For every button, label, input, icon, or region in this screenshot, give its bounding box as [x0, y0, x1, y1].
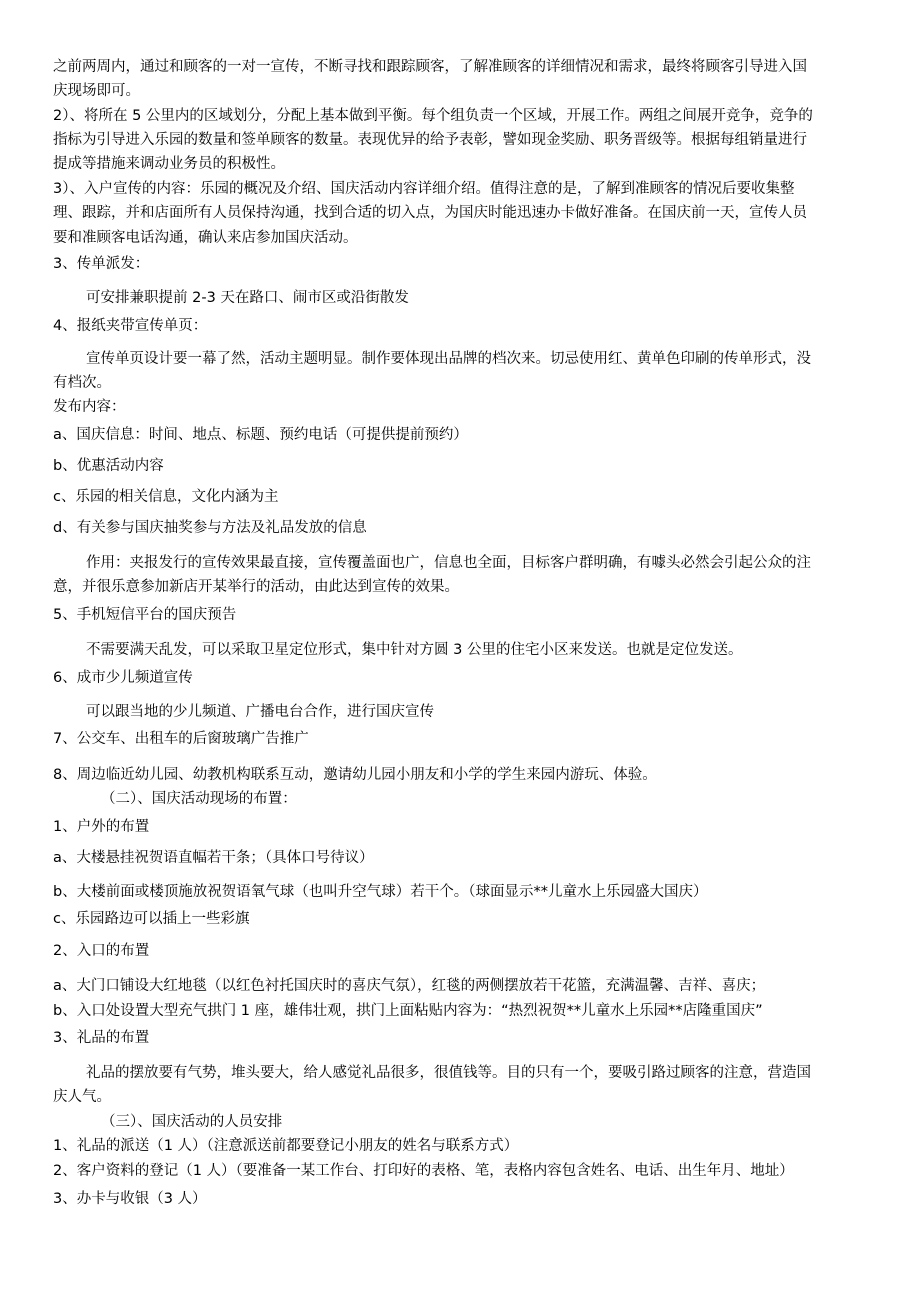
text-line: 理、跟踪，并和店面所有人员保持沟通，找到合适的切入点，为国庆时能迅速办卡做好准备。在国庆前一天，宣传人员 [53, 205, 807, 221]
list-item: b、大楼前面或楼顶施放祝贺语氧气球（也叫升空气球）若干个。（球面显示**儿童水上乐园盛大国庆） [53, 884, 708, 900]
list-item: b、入口处设置大型充气拱门 1 座，雄伟壮观，拱门上面粘贴内容为：“热烈祝贺**儿童水上乐园**店隆重国庆” [53, 1003, 763, 1019]
text-line: 意，并很乐意参加新店开某举行的活动，由此达到宣传的效果。 [53, 579, 459, 595]
section-heading: 3、礼品的布置 [53, 1030, 150, 1046]
list-item: c、乐园的相关信息，文化内涵为主 [53, 489, 279, 505]
text-line: 之前两周内，通过和顾客的一对一宣传，不断寻找和跟踪顾客，了解准顾客的详细情况和需求，最终将顾客引导进入国 [53, 59, 807, 75]
list-item: a、大楼悬挂祝贺语直幅若干条；（具体口号待议） [53, 850, 374, 866]
list-item: b、优惠活动内容 [53, 458, 164, 474]
list-item: 3、办卡与收银（3 人） [53, 1191, 207, 1207]
paragraph: 宣传单页设计要一幕了然，活动主题明显。制作要体现出品牌的档次来。切忌使用红、黄单色印刷的传单形式，没 [86, 351, 811, 367]
section-heading: 2、入口的布置 [53, 943, 150, 959]
text-line: 庆人气。 [53, 1089, 111, 1105]
text-line: 指标为引导进入乐园的数量和签单顾客的数量。表现优异的给予表彰，譬如现金奖励、职务晋级等。根据每组销量进行 [53, 132, 807, 148]
section-heading: 1、户外的布置 [53, 819, 150, 835]
text-line: 有档次。 [53, 375, 111, 391]
paragraph: 可安排兼职提前 2-3 天在路口、闹市区或沿街散发 [86, 290, 409, 306]
text-line: 3）、入户宣传的内容：乐园的概况及介绍、国庆活动内容详细介绍。值得注意的是，了解到准顾客的情况后要收集整 [53, 181, 795, 197]
section-heading: 3、传单派发： [53, 256, 150, 272]
text-line: 庆现场即可。 [53, 83, 140, 99]
text-line: 提成等措施来调动业务员的积极性。 [53, 156, 285, 172]
section-heading: 8、周边临近幼儿园、幼教机构联系互动，邀请幼儿园小朋友和小学的学生来园内游玩、体验。 [53, 767, 657, 783]
paragraph: 礼品的摆放要有气势，堆头要大，给人感觉礼品很多，很值钱等。目的只有一个，要吸引路过顾客的注意，营造国 [86, 1065, 811, 1081]
paragraph: 不需要满天乱发，可以采取卫星定位形式，集中针对方圆 3 公里的住宅小区来发送。也就是定位发送。 [86, 642, 743, 658]
text-line: 2）、将所在 5 公里内的区域划分，分配上基本做到平衡。每个组负责一个区域，开展工作。两组之间展开竞争，竞争的 [53, 108, 813, 124]
subsection-heading: （三）、国庆活动的人员安排 [101, 1114, 283, 1130]
subsection-heading: （二）、国庆活动现场的布置： [101, 791, 297, 807]
list-item: a、大门口铺设大红地毯（以红色衬托国庆时的喜庆气氛），红毯的两侧摆放若干花篮，充满温馨、吉祥、喜庆； [53, 978, 766, 994]
paragraph: 作用：夹报发行的宣传效果最直接，宣传覆盖面也广，信息也全面，目标客户群明确，有噱头必然会引起公众的注 [86, 555, 811, 571]
section-heading: 7、公交车、出租车的后窗玻璃广告推广 [53, 731, 309, 747]
section-heading: 4、报纸夹带宣传单页： [53, 318, 208, 334]
paragraph: 可以跟当地的少儿频道、广播电台合作，进行国庆宣传 [86, 704, 434, 720]
section-heading: 6、成市少儿频道宣传 [53, 670, 193, 686]
list-item: d、有关参与国庆抽奖参与方法及礼品发放的信息 [53, 520, 367, 536]
text-line: 发布内容： [53, 399, 126, 415]
text-line: 要和准顾客电话沟通，确认来店参加国庆活动。 [53, 230, 358, 246]
list-item: 2、客户资料的登记（1 人）（要准备一某工作台、打印好的表格、笔，表格内容包含姓名、电话、出生年月、地址） [53, 1163, 794, 1179]
list-item: 1、礼品的派送（1 人）（注意派送前都要登记小朋友的姓名与联系方式） [53, 1138, 519, 1154]
list-item: a、国庆信息：时间、地点、标题、预约电话（可提供提前预约） [53, 427, 468, 443]
section-heading: 5、手机短信平台的国庆预告 [53, 607, 237, 623]
list-item: c、乐园路边可以插上一些彩旗 [53, 911, 250, 927]
